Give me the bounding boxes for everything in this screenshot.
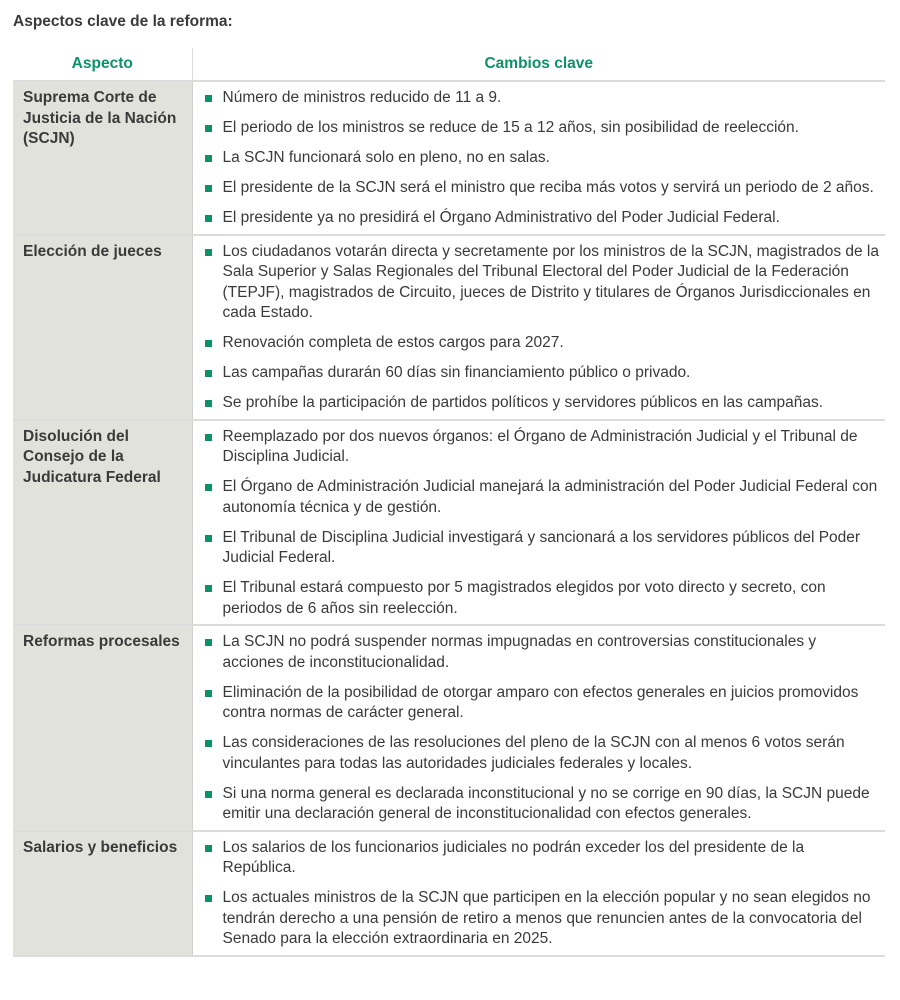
change-text: El presidente de la SCJN será el ministro que reciba más votos y servirá un periodo de 2 años.	[222, 179, 874, 196]
change-text: Eliminación de la posibilidad de otorgar amparo con efectos generales en juicios promovidos contra normas de carácter general.	[222, 683, 859, 721]
table-row	[13, 831, 885, 956]
changes-cell	[192, 235, 885, 420]
square-bullet-icon	[205, 791, 212, 798]
square-bullet-icon	[205, 340, 212, 347]
changes-cell	[192, 831, 885, 956]
square-bullet-icon	[205, 185, 212, 192]
square-bullet-icon	[205, 484, 212, 491]
list-item	[203, 208, 880, 229]
list-item	[203, 333, 880, 354]
header-aspect: Aspecto	[13, 48, 192, 81]
square-bullet-icon	[205, 845, 212, 852]
reform-table	[13, 48, 885, 957]
changes-cell	[192, 625, 885, 831]
changes-cell	[192, 420, 885, 626]
aspect-cell: Disolución del Consejo de la Judicatura Federal	[13, 420, 192, 626]
changes-list	[203, 427, 880, 620]
square-bullet-icon	[205, 125, 212, 132]
change-text: Los ciudadanos votarán directa y secretamente por los ministros de la SCJN, magistrados de la Sala Superior y Salas Regionales del Tribunal Electoral del Poder Judicial de la Federación (TEPJF), magistrados de Circuito, jueces de Distrito y titulares de Órganos Jurisdiccionales en cada Estado.	[222, 242, 879, 321]
list-item	[203, 118, 880, 139]
aspect-cell: Salarios y beneficios	[13, 831, 192, 956]
list-item	[203, 528, 880, 569]
list-item	[203, 393, 880, 414]
square-bullet-icon	[205, 400, 212, 407]
table-row	[13, 420, 885, 626]
square-bullet-icon	[205, 155, 212, 162]
table-row	[13, 81, 885, 235]
change-text: El periodo de los ministros se reduce de 15 a 12 años, sin posibilidad de reelección.	[222, 119, 799, 136]
change-text: Los actuales ministros de la SCJN que participen en la elección popular y no sean elegidos no tendrán derecho a una pensión de retiro a menos que renuncien antes de la convocatoria del Senado para la elección extraordinaria en 2025.	[222, 889, 871, 947]
change-text: Los salarios de los funcionarios judiciales no podrán exceder los del presidente de la República.	[222, 838, 805, 876]
list-item	[203, 632, 880, 673]
changes-list	[203, 242, 880, 414]
changes-list	[203, 838, 880, 950]
square-bullet-icon	[205, 434, 212, 441]
list-item	[203, 683, 880, 724]
change-text: La SCJN funcionará solo en pleno, no en salas.	[222, 149, 550, 166]
changes-list	[203, 88, 880, 229]
square-bullet-icon	[205, 740, 212, 747]
aspect-cell: Reformas procesales	[13, 625, 192, 831]
change-text: Si una norma general es declarada inconstitucional y no se corrige en 90 días, la SCJN puede emitir una declaración general de inconstitucionalidad con efectos generales.	[222, 784, 870, 822]
list-item	[203, 363, 880, 384]
change-text: Renovación completa de estos cargos para 2027.	[222, 334, 564, 351]
list-item	[203, 784, 880, 825]
square-bullet-icon	[205, 895, 212, 902]
aspect-cell: Suprema Corte de Justicia de la Nación (SCJN)	[13, 81, 192, 235]
change-text: Las campañas durarán 60 días sin financiamiento público o privado.	[222, 364, 691, 381]
table-header-row	[13, 48, 885, 81]
table-row	[13, 235, 885, 420]
list-item	[203, 578, 880, 619]
change-text: Las consideraciones de las resoluciones del pleno de la SCJN con al menos 6 votos serán vinculantes para todas las autoridades judiciales federales y locales.	[222, 734, 845, 772]
table-row	[13, 625, 885, 831]
change-text: Se prohíbe la participación de partidos políticos y servidores públicos en las campañas.	[222, 394, 824, 411]
square-bullet-icon	[205, 95, 212, 102]
list-item	[203, 733, 880, 774]
square-bullet-icon	[205, 370, 212, 377]
list-item	[203, 242, 880, 324]
square-bullet-icon	[205, 585, 212, 592]
change-text: El presidente ya no presidirá el Órgano Administrativo del Poder Judicial Federal.	[222, 209, 780, 226]
list-item	[203, 477, 880, 518]
aspect-cell: Elección de jueces	[13, 235, 192, 420]
changes-list	[203, 632, 880, 825]
square-bullet-icon	[205, 690, 212, 697]
change-text: El Órgano de Administración Judicial manejará la administración del Poder Judicial Federal con autonomía técnica y de gestión.	[222, 478, 878, 516]
square-bullet-icon	[205, 215, 212, 222]
header-changes: Cambios clave	[192, 48, 885, 81]
list-item	[203, 148, 880, 169]
list-item	[203, 427, 880, 468]
change-text: El Tribunal de Disciplina Judicial investigará y sancionará a los servidores públicos del Poder Judicial Federal.	[222, 528, 861, 566]
list-item	[203, 888, 880, 950]
square-bullet-icon	[205, 639, 212, 646]
list-item	[203, 178, 880, 199]
changes-cell	[192, 81, 885, 235]
change-text: Reemplazado por dos nuevos órganos: el Órgano de Administración Judicial y el Tribunal de Disciplina Judicial.	[222, 427, 858, 465]
change-text: Número de ministros reducido de 11 a 9.	[222, 89, 502, 106]
list-item	[203, 88, 880, 109]
change-text: El Tribunal estará compuesto por 5 magistrados elegidos por voto directo y secreto, con periodos de 6 años sin reelección.	[222, 579, 826, 617]
list-item	[203, 838, 880, 879]
change-text: La SCJN no podrá suspender normas impugnadas en controversias constitucionales y acciones de inconstitucionalidad.	[222, 633, 817, 671]
square-bullet-icon	[205, 249, 212, 256]
square-bullet-icon	[205, 535, 212, 542]
page-title: Aspectos clave de la reforma:	[13, 13, 233, 30]
